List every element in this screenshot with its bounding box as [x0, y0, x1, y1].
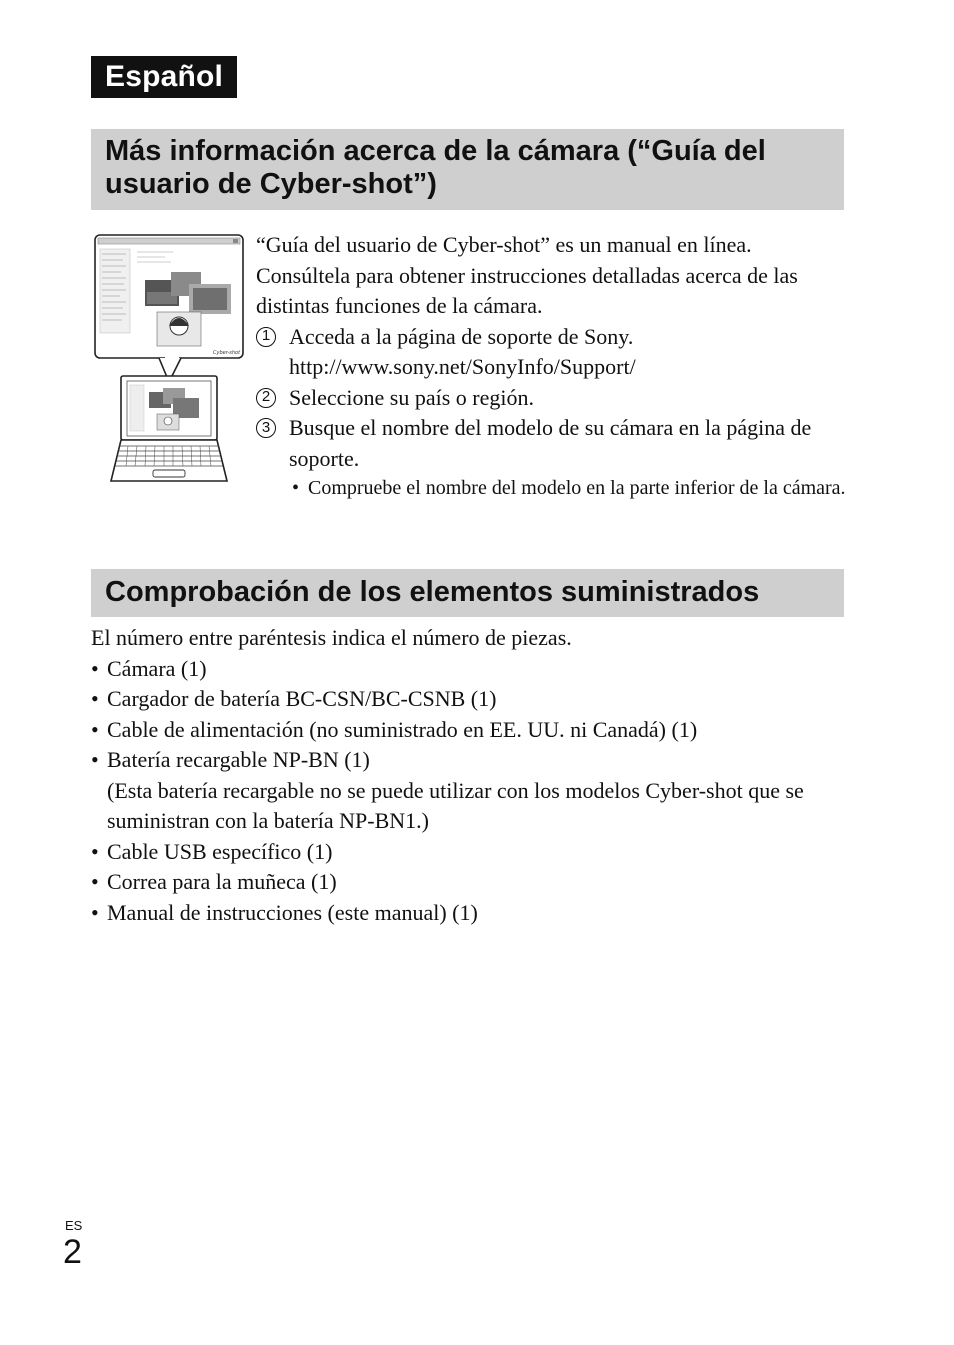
language-tab: Español — [91, 56, 237, 98]
step-2 — [256, 383, 846, 414]
more-info-intro: “Guía del usuario de Cyber-shot” es un manual en línea. Consúltela para obtener instrucciones detalladas acerca de las distintas funciones de la cámara. — [256, 232, 798, 318]
list-item: • Batería recargable NP-BN (1) (Esta batería recargable no se puede utilizar con los modelos Cyber-shot que se suministran con la batería NP-BN1.) — [91, 745, 851, 837]
step-1 — [256, 322, 846, 383]
step-text: Seleccione su país o región. — [289, 384, 534, 410]
list-item: • Cable de alimentación (no suministrado en EE. UU. ni Canadá) (1) — [91, 715, 851, 746]
list-item: • Correa para la muñeca (1) — [91, 867, 851, 898]
step-text: Acceda a la página de soporte de Sony. — [289, 323, 634, 349]
section-title-supplied-items: Comprobación de los elementos suministrados — [91, 569, 844, 617]
item-text: Correa para la muñeca (1) — [107, 869, 337, 894]
step-text: Busque el nombre del modelo de su cámara en la página de soporte. — [289, 415, 812, 471]
cyber-shot-logo: Cyber-shot — [213, 350, 241, 356]
bullet-glyph: • — [292, 477, 300, 499]
step-number: 2 — [256, 388, 276, 408]
list-item: • Cámara (1) — [91, 654, 851, 685]
list-item: • Cable USB específico (1) — [91, 837, 851, 868]
item-text: Batería recargable NP-BN (1) — [107, 747, 370, 772]
supplied-items-content — [91, 623, 851, 928]
item-text: Cámara (1) — [107, 655, 207, 681]
section-title-more-info: Más información acerca de la cámara (“Guía del usuario de Cyber-shot”) — [91, 129, 844, 210]
item-text: Manual de instrucciones (este manual) (1) — [107, 899, 478, 925]
support-url-link[interactable]: http://www.sony.net/SonyInfo/Support/ — [289, 354, 636, 379]
item-text: Cargador de batería BC-CSN/BC-CSNB (1) — [107, 686, 497, 711]
list-item: • Manual de instrucciones (este manual) (1) — [91, 898, 851, 929]
more-info-content — [256, 230, 846, 503]
laptop-website-illustration — [93, 234, 248, 486]
items-intro: El número entre paréntesis indica el número de piezas. — [91, 625, 572, 650]
item-extra-note: (Esta batería recargable no se puede utilizar con los modelos Cyber-shot que se suministran con la batería NP-BN1.) — [107, 777, 804, 833]
step-number: 3 — [256, 418, 276, 438]
item-text: Cable USB específico (1) — [107, 838, 333, 864]
page-language-code: ES — [65, 1218, 83, 1233]
step-number: 1 — [256, 327, 276, 347]
page-number: 2 — [63, 1233, 82, 1271]
item-text: Cable de alimentación (no suministrado en EE. UU. ni Canadá) (1) — [107, 716, 698, 742]
note-text: Compruebe el nombre del modelo en la parte inferior de la cámara. — [308, 477, 846, 499]
list-item: • Cargador de batería BC-CSN/BC-CSNB (1) — [91, 684, 851, 715]
step-3 — [256, 413, 846, 474]
model-name-note — [292, 474, 846, 503]
